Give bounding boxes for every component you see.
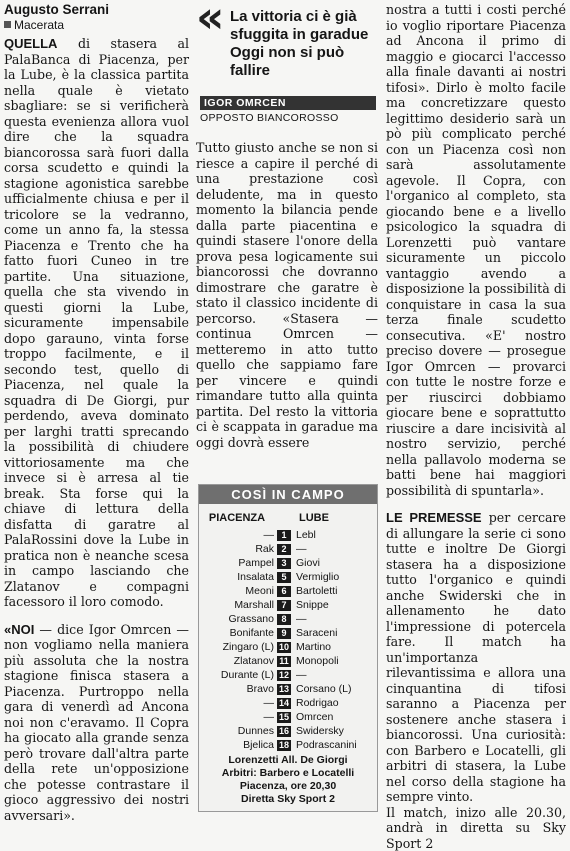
lineup-row	[199, 682, 377, 696]
article-body-left	[4, 36, 189, 823]
away-player: Bartoletti	[291, 585, 377, 597]
pull-quote-text: La vittoria ci è già sfuggita in garadue Oggi non si può fallire	[230, 8, 380, 80]
away-player: Giovi	[291, 557, 377, 569]
lineup-row	[199, 626, 377, 640]
lineup-row	[199, 696, 377, 710]
shirt-number: 15	[277, 712, 291, 723]
away-player: Omrcen	[291, 711, 377, 723]
pull-quote	[196, 0, 378, 122]
home-player: Bjelica	[199, 739, 277, 751]
home-player: Durante (L)	[199, 669, 277, 681]
shirt-number: 12	[277, 670, 291, 681]
home-player: Bonifante	[199, 627, 277, 639]
shirt-number: 1	[277, 530, 291, 541]
home-player: Meoni	[199, 585, 277, 597]
shirt-number: 16	[277, 726, 291, 737]
quote-mark-icon: «	[196, 0, 224, 40]
away-player: Monopoli	[291, 655, 377, 667]
shirt-number: 14	[277, 698, 291, 709]
lineup-header	[199, 512, 377, 524]
paragraph-text: Il match, inizo alle 20.30, andrà in diretta su Sky Sport 2	[386, 805, 566, 851]
paragraph-text: nostra a tutti i costi perché io voglio riportare Piacenza ad Ancona il primo di maggio e giocarci l'accesso alla finale davanti ai nostri tifosi». Dirlo è molto facile ma concretizzare questo legittimo desiderio sarà un pò più complicato perché con un Piacenza così non sarà assolutamente agevole. Il Copra, con l'organico al completo, sta giocando bene e a livello psicologico la squadra di Lorenzetti può vantare sicuramente un piccolo vantaggio avendo a disposizione la possibilità di conquistare in casa la sua terza finale scudetto consecutiva. «E' nostro preciso dovere — prosegue Igor Omrcen — provarci con tutte le nostre forze e per riuscirci dobbiamo giocare bene e soprattutto riuscire a dare incisività al nostro servizio, perché nella pallavolo moderna se batti bene hai maggiori possibilità di spuntarla».	[386, 2, 566, 498]
shirt-number: 18	[277, 740, 291, 751]
lineup-row	[199, 598, 377, 612]
lineup-row	[199, 612, 377, 626]
paragraph	[386, 510, 566, 805]
home-player: —	[199, 697, 277, 709]
lineup-row	[199, 724, 377, 738]
lineup-row	[199, 556, 377, 570]
away-player: Podrascanini	[291, 739, 377, 751]
left-column	[4, 0, 189, 823]
home-player: Pampel	[199, 557, 277, 569]
author-name: Augusto Serrani	[4, 2, 189, 18]
lineup-row	[199, 710, 377, 724]
home-player: Dunnes	[199, 725, 277, 737]
shirt-number: 7	[277, 600, 291, 611]
shirt-number: 5	[277, 572, 291, 583]
shirt-number: 6	[277, 586, 291, 597]
home-team-name: PIACENZA	[199, 512, 275, 524]
middle-column	[196, 0, 378, 450]
shirt-number: 2	[277, 544, 291, 555]
paragraph	[4, 36, 189, 610]
lineup-row	[199, 654, 377, 668]
away-player: Lebl	[291, 529, 377, 541]
lead-word: «NOI	[4, 622, 34, 637]
paragraph-text: Tutto giusto anche se non si riesce a capire il perché di una prestazione così deludente, ma in questo momento la bilancia pende dalla parte piacentina e quindi stasere l'onore della prova pesa logicamente sui biancorossi che dovranno dimostrare che garatre è stato il classico incidente di percorso. «Stasera — continua Omrcen — metteremo in atto tutto quello che sappiamo fare per vincere e quindi rimandare tutto alla quinta partita. Del resto la vittoria ci è scappata in garadue ma oggi dovrà essere	[196, 140, 378, 450]
lineup-list	[199, 528, 377, 752]
dateline	[4, 18, 189, 32]
home-player: —	[199, 529, 277, 541]
lineup-notes	[199, 754, 377, 806]
home-player: Grassano	[199, 613, 277, 625]
paragraph-text: — dice Igor Omrcen — non vogliamo nella maniera più assoluta che la nostra stagione finisca stasera a Piacenza. Purtroppo nella gara di venerdì ad Ancona noi non c'eravamo. Il Copra ha giocato alla grande senza però trovare dall'altra parte della rete un'opposizione che potesse contrastare il gioco aggressivo dei nostri avversari».	[4, 622, 189, 823]
home-player: Rak	[199, 543, 277, 555]
lineup-row	[199, 738, 377, 752]
lineup-row	[199, 570, 377, 584]
paragraph-text: di stasera al PalaBanca di Piacenza, per la Lube, è la classica partita nella quale è vietato sbagliare: se si verificherà questa evenienza allora vuol dire che la squadra biancorossa sarà fuori dalla corsa scudetto e quindi la stagione agonistica sarebbe ufficialmente chiusa e per il tricolore se la vedranno, come un anno fa, la stessa Piacenza e Trento che ha fatto fuori Cuneo in tre partite. Una situazione, quella che sta vivendo in questi giorni la Lube, sicuramente impensabile dopo garauno, vinta forse troppo facilmente, e il secondo test, quello di Piacenza, nel quale la squadra di De Giorgi, pur perdendo, aveva dominato per larghi tratti sprecando la possibilità di chiudere vittoriosamente ma che invece si è arresa al tie break. Sta forse qui la chiave di lettura della disfatta di garatre al PalaRossini dove la Lube in pratica non è neanche scesa in campo lasciando che Zlatanov e compagni facessoro il loro comodo.	[4, 36, 189, 609]
away-player: Rodrigao	[291, 697, 377, 709]
referees-line: Arbitri: Barbero e Locatelli	[199, 767, 377, 780]
home-player: Bravo	[199, 683, 277, 695]
away-player: Saraceni	[291, 627, 377, 639]
square-bullet-icon	[4, 21, 11, 28]
away-player: Swidersky	[291, 725, 377, 737]
pull-quote-author: IGOR OMRCEN	[200, 96, 376, 110]
paragraph	[386, 805, 566, 851]
shirt-number: 11	[277, 656, 291, 667]
shirt-number: 8	[277, 614, 291, 625]
shirt-number: 13	[277, 684, 291, 695]
paragraph	[4, 622, 189, 824]
away-player: —	[291, 669, 377, 681]
paragraph	[386, 2, 566, 498]
lineup-row	[199, 668, 377, 682]
tv-line: Diretta Sky Sport 2	[199, 793, 377, 806]
shirt-number: 9	[277, 628, 291, 639]
home-player: Insalata	[199, 571, 277, 583]
home-player: Zingaro (L)	[199, 641, 277, 653]
pull-quote-role: OPPOSTO BIANCOROSSO	[200, 112, 339, 124]
article-body-right	[386, 2, 566, 851]
away-player: Snippe	[291, 599, 377, 611]
lineup-title: COSÌ IN CAMPO	[199, 485, 377, 504]
lead-word: QUELLA	[4, 36, 57, 51]
away-player: Martino	[291, 641, 377, 653]
paragraph	[196, 140, 378, 450]
section-lead: LE PREMESSE	[386, 510, 482, 525]
right-column	[386, 0, 566, 851]
shirt-number: 10	[277, 642, 291, 653]
lineup-row	[199, 542, 377, 556]
away-player: —	[291, 613, 377, 625]
venue-time-line: Piacenza, ore 20,30	[199, 780, 377, 793]
lineup-row	[199, 528, 377, 542]
home-player: Zlatanov	[199, 655, 277, 667]
away-player: Corsano (L)	[291, 683, 377, 695]
lineup-row	[199, 584, 377, 598]
paragraph-text: per cercare di allungare la serie ci sono tutte e inoltre De Giorgi stasera ha a disposizione tutto l'organico e quindi anche Swiderski che in allenamento he dato l'impressione di potercela fare. Il match ha un'importanza rilevantissima e allora una cinquantina di tifosi saranno a Piacenza per sostenere anche stasera i biancorossi. Una curiosità: con Barbero e Locatelli, gli arbitri di stasera, la Lube nel corso della stagione ha sempre vinto.	[386, 510, 566, 804]
lineup-row	[199, 640, 377, 654]
lineup-box	[198, 484, 378, 812]
article-body-middle	[196, 140, 378, 450]
shirt-number: 3	[277, 558, 291, 569]
dateline-place: Macerata	[14, 18, 64, 32]
away-player: Vermiglio	[291, 571, 377, 583]
home-player: —	[199, 711, 277, 723]
away-team-name: LUBE	[275, 512, 377, 524]
coaches-line: Lorenzetti All. De Giorgi	[199, 754, 377, 767]
home-player: Marshall	[199, 599, 277, 611]
away-player: —	[291, 543, 377, 555]
